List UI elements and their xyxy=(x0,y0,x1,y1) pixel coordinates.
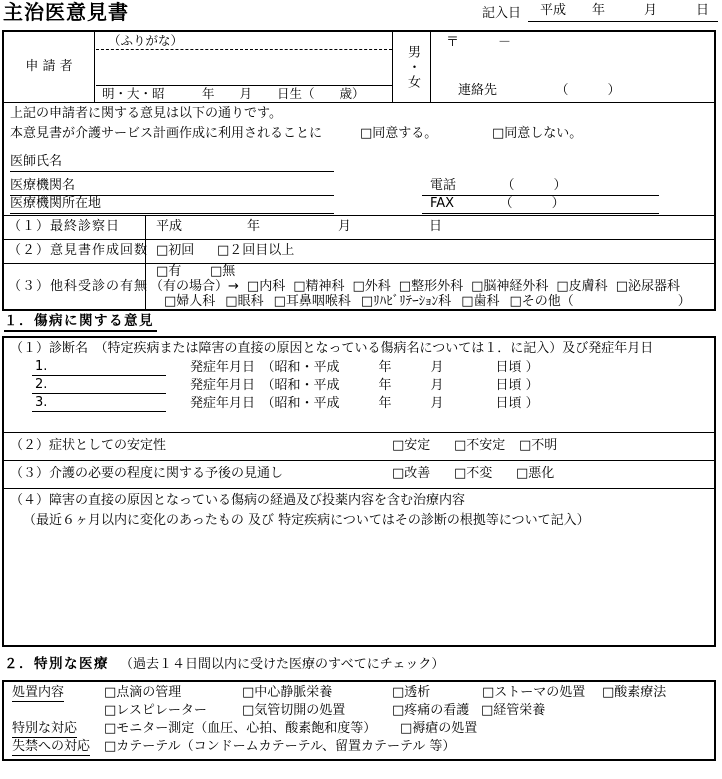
diagnosis-1-field[interactable]: 1. xyxy=(32,360,166,376)
checkbox-rehabilitation[interactable]: □ﾘﾊﾋﾞﾘﾃｰｼｮﾝ科 xyxy=(360,294,452,309)
illness-opinion-table xyxy=(2,336,716,647)
last-exam-date-field[interactable]: 平成 年 月 日 xyxy=(156,219,443,234)
section1-heading: １．傷病に関する意見 xyxy=(4,314,157,332)
last-exam-label-cell xyxy=(4,216,146,240)
checkbox-orthopedics[interactable]: □整形外科 xyxy=(398,279,464,294)
opinion-statement: 上記の申請者に関する意見は以下の通りです。 xyxy=(10,106,282,121)
treatment-detail-row xyxy=(4,488,714,645)
treatment-detail-area[interactable] xyxy=(8,534,710,641)
special-medical-table xyxy=(2,680,716,761)
checkbox-stoma-care[interactable]: □ストーマの処置 xyxy=(482,685,586,700)
stability-label: （２）症状としての安定性 xyxy=(10,438,167,453)
checkbox-respirator[interactable]: □レスピレーター xyxy=(104,703,207,718)
checkbox-unstable[interactable]: □不安定 xyxy=(454,438,506,453)
checkbox-tube-feeding[interactable]: □経管栄養 xyxy=(481,703,546,718)
diagnosis-3-field[interactable]: 3. xyxy=(32,396,166,412)
checkbox-no-change[interactable]: □不変 xyxy=(454,466,493,481)
last-exam-label: （１）最終診察日 xyxy=(8,219,121,234)
treatment-detail-note: （最近６ヶ月以内に変化のあったもの 及び 特定疾病についてはその診断の根拠等について記入） xyxy=(23,513,590,528)
checkbox-ophthalmology[interactable]: □眼科 xyxy=(225,294,264,309)
hospital-name-field[interactable]: 医療機関名 xyxy=(10,179,334,196)
checkbox-stable[interactable]: □安定 xyxy=(392,438,431,453)
stability-row xyxy=(4,432,714,460)
checkbox-internal-medicine[interactable]: □内科 xyxy=(246,279,286,294)
applicant-birth-field[interactable] xyxy=(96,85,392,102)
checkbox-pain-care[interactable]: □疼痛の看護 xyxy=(392,703,470,718)
checkbox-psychiatry[interactable]: □精神科 xyxy=(293,279,345,294)
furigana-field[interactable] xyxy=(96,32,392,50)
applicant-info-table xyxy=(2,30,716,311)
opinion-count-row xyxy=(4,239,714,263)
fax-field[interactable]: FAX （ ） xyxy=(422,197,659,214)
agree-checkbox[interactable]: □同意する。 xyxy=(360,126,438,141)
fill-date-label: 記入日 xyxy=(482,6,522,21)
postal-code-field[interactable]: 〒 － xyxy=(446,35,512,50)
section2-heading-note: （過去１４日間以内に受けた医療のすべてにチェック） xyxy=(120,657,445,672)
diagnosis-2-field[interactable]: 2. xyxy=(32,378,166,394)
checkbox-gynecology[interactable]: □婦人科 xyxy=(164,294,216,309)
checkbox-urology[interactable]: □泌尿器科 xyxy=(615,279,680,294)
furigana-label: （ふりがな） xyxy=(108,33,184,48)
last-exam-row xyxy=(4,215,714,239)
treatment-content-label: 処置内容 xyxy=(12,685,65,700)
onset-date-2-field[interactable]: 発症年月日 （昭和・平成 年 月 日頃 ） xyxy=(190,378,539,393)
checkbox-dermatology[interactable]: □皮膚科 xyxy=(556,279,608,294)
checkbox-catheter[interactable]: □カテーテル（コンドームカテーテル、留置カテーテル 等） xyxy=(104,739,456,754)
prognosis-row xyxy=(4,460,714,488)
first-time-checkbox[interactable]: □初回 xyxy=(156,243,195,258)
tel-field[interactable]: 電話 （ ） xyxy=(422,179,659,196)
doctor-name-field[interactable]: 医師氏名 xyxy=(10,155,334,172)
other-dept-label: （３）他科受診の有無 xyxy=(8,278,149,294)
opinion-count-label: （２）意見書作成回数 xyxy=(8,243,149,258)
disagree-checkbox[interactable]: □同意しない。 xyxy=(492,126,583,141)
doctor-info-row xyxy=(4,102,714,215)
special-response-label: 特別な対応 xyxy=(12,721,78,736)
checkbox-neurosurgery[interactable]: □脳神経外科 xyxy=(471,279,549,294)
checkbox-surgery[interactable]: □外科 xyxy=(352,279,391,294)
checkbox-stability-unknown[interactable]: □不明 xyxy=(519,438,558,453)
applicant-label: 申 請 者 xyxy=(25,58,73,74)
checkbox-bedsore-care[interactable]: □褥瘡の処置 xyxy=(400,721,478,736)
birth-date-line: 明・大・昭 年 月 日生（ 歳） xyxy=(102,86,365,101)
treatment-detail-label: （４）障害の直接の原因となっている傷病の経過及び投薬内容を含む治療内容 xyxy=(10,493,466,508)
checkbox-dentistry[interactable]: □歯科 xyxy=(461,294,500,309)
checkbox-improve[interactable]: □改善 xyxy=(392,466,431,481)
consent-statement: 本意見書が介護サービス計画作成に利用されることに xyxy=(10,126,323,141)
checkbox-worsen[interactable]: □悪化 xyxy=(516,466,555,481)
applicant-label-cell xyxy=(4,32,95,102)
hospital-address-field[interactable]: 医療機関所在地 xyxy=(10,197,334,214)
prognosis-label: （３）介護の必要の程度に関する予後の見通し xyxy=(10,466,284,481)
checkbox-iv-drip[interactable]: □点滴の管理 xyxy=(104,685,182,700)
checkbox-other-dept[interactable]: □その他（ ） xyxy=(509,294,691,309)
gender-cell[interactable] xyxy=(392,32,431,102)
checkbox-tracheostomy-care[interactable]: □気管切開の処置 xyxy=(242,703,346,718)
other-dept-label-cell xyxy=(4,264,149,310)
checkbox-monitor-measurement[interactable]: □モニター測定（血圧、心拍、酸素飽和度等） xyxy=(104,721,377,736)
checkbox-central-venous-nutrition[interactable]: □中心静脈栄養 xyxy=(242,685,333,700)
applicant-name-field[interactable] xyxy=(96,51,392,84)
if-yes-prefix: （有の場合）→ xyxy=(150,279,239,294)
address-cell[interactable] xyxy=(432,32,714,102)
form-title: 主治医意見書 xyxy=(3,0,129,24)
other-dept-row xyxy=(4,263,714,309)
checkbox-otolaryngology[interactable]: □耳鼻咽喉科 xyxy=(273,294,351,309)
second-or-more-checkbox[interactable]: □２回目以上 xyxy=(217,243,295,258)
onset-date-1-field[interactable]: 発症年月日 （昭和・平成 年 月 日頃 ） xyxy=(190,360,539,375)
fill-date-field[interactable]: 平成 年 月 日 xyxy=(528,4,718,22)
opinion-count-label-cell xyxy=(4,240,149,264)
applicant-contact-field[interactable]: 連絡先 （ ） xyxy=(458,83,621,99)
section2-heading: ２．特別な医療 xyxy=(4,656,109,672)
checkbox-oxygen-therapy[interactable]: □酸素療法 xyxy=(602,685,667,700)
diagnosis-question-label: （１）診断名 （特定疾病または障害の直接の原因となっている傷病名については１．に記入）及び発症年月日 xyxy=(10,341,654,356)
other-dept-no-checkbox[interactable]: □無 xyxy=(210,264,236,279)
onset-date-3-field[interactable]: 発症年月日 （昭和・平成 年 月 日頃 ） xyxy=(190,396,539,411)
checkbox-dialysis[interactable]: □透析 xyxy=(392,685,431,700)
gender-options: 男・女 xyxy=(404,44,420,90)
other-dept-yes-checkbox[interactable]: □有 xyxy=(156,264,182,279)
incontinence-label: 失禁への対応 xyxy=(12,739,91,754)
applicant-row xyxy=(4,32,714,102)
